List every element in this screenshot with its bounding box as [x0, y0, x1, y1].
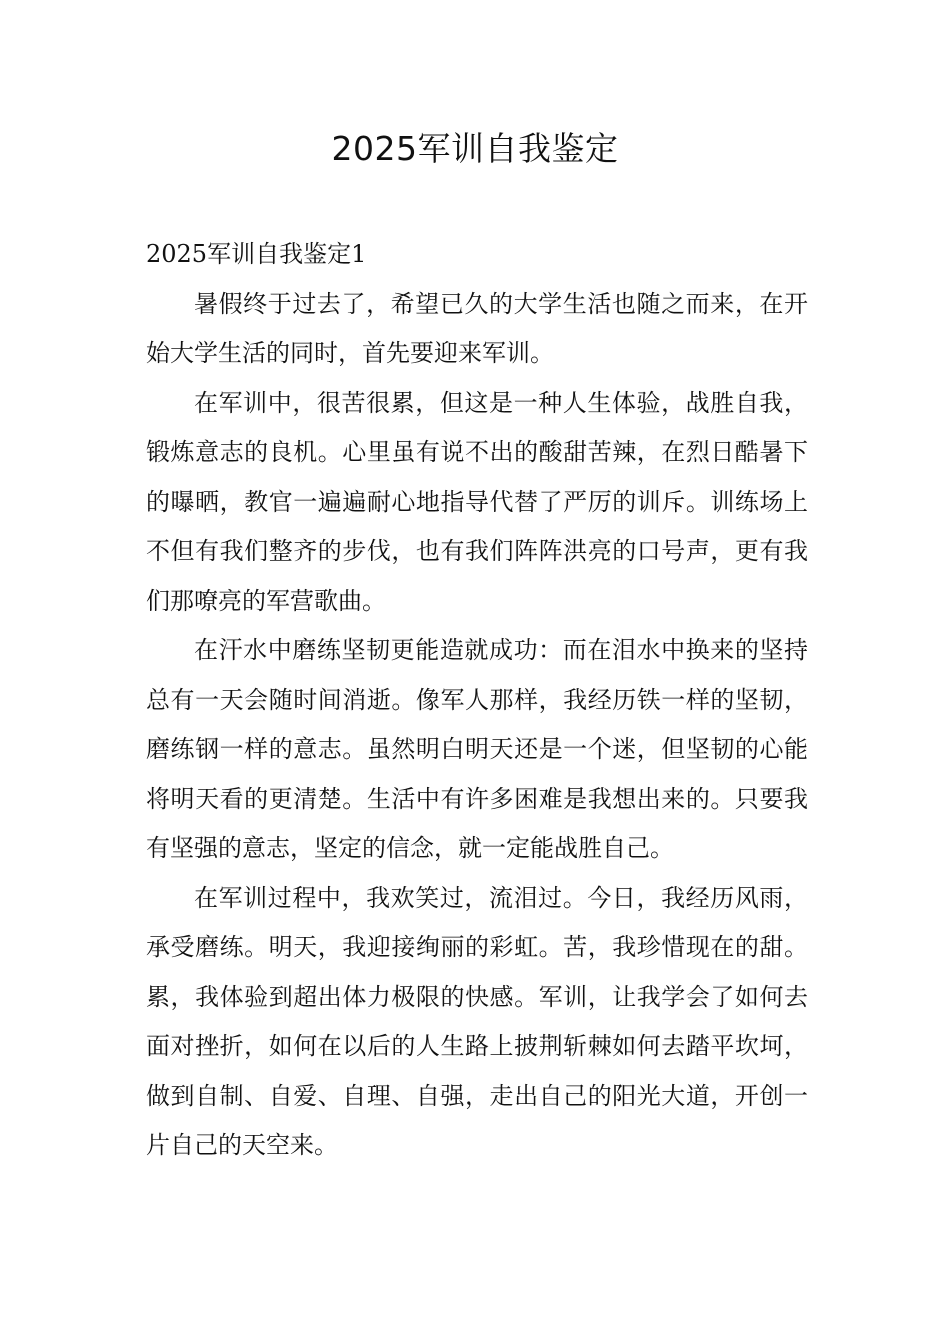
document-body: [146, 230, 808, 1171]
paragraph-2: 在军训中，很苦很累，但这是一种人生体验，战胜自我，锻炼意志的良机。心里虽有说不出的酸甜苦辣，在烈日酷暑下的曝晒，教官一遍遍耐心地指导代替了严厉的训斥。训练场上不但有我们整齐的步伐，也有我们阵阵洪亮的口号声，更有我们那嘹亮的军营歌曲。: [146, 388, 808, 615]
paragraph-1: 暑假终于过去了，希望已久的大学生活也随之而来，在开始大学生活的同时，首先要迎来军训。: [146, 289, 808, 367]
section-heading: 2025军训自我鉴定1: [146, 240, 367, 268]
document-title: 2025军训自我鉴定: [331, 129, 619, 168]
paragraph-3: 在汗水中磨练坚韧更能造就成功：而在泪水中换来的坚持总有一天会随时间消逝。像军人那样，我经历铁一样的坚韧，磨练钢一样的意志。虽然明白明天还是一个迷，但坚韧的心能将明天看的更清楚。生活中有许多困难是我想出来的。只要我有坚强的意志，坚定的信念，就一定能战胜自己。: [146, 636, 808, 862]
paragraph-4: 在军训过程中，我欢笑过，流泪过。今日，我经历风雨，承受磨练。明天，我迎接绚丽的彩虹。苦，我珍惜现在的甜。累，我体验到超出体力极限的快感。军训，让我学会了如何去面对挫折，如何在以后的人生路上披荆斩棘如何去踏平坎坷，做到自制、自爱、自理、自强，走出自己的阳光大道，开创一片自己的天空来。: [146, 883, 808, 1159]
